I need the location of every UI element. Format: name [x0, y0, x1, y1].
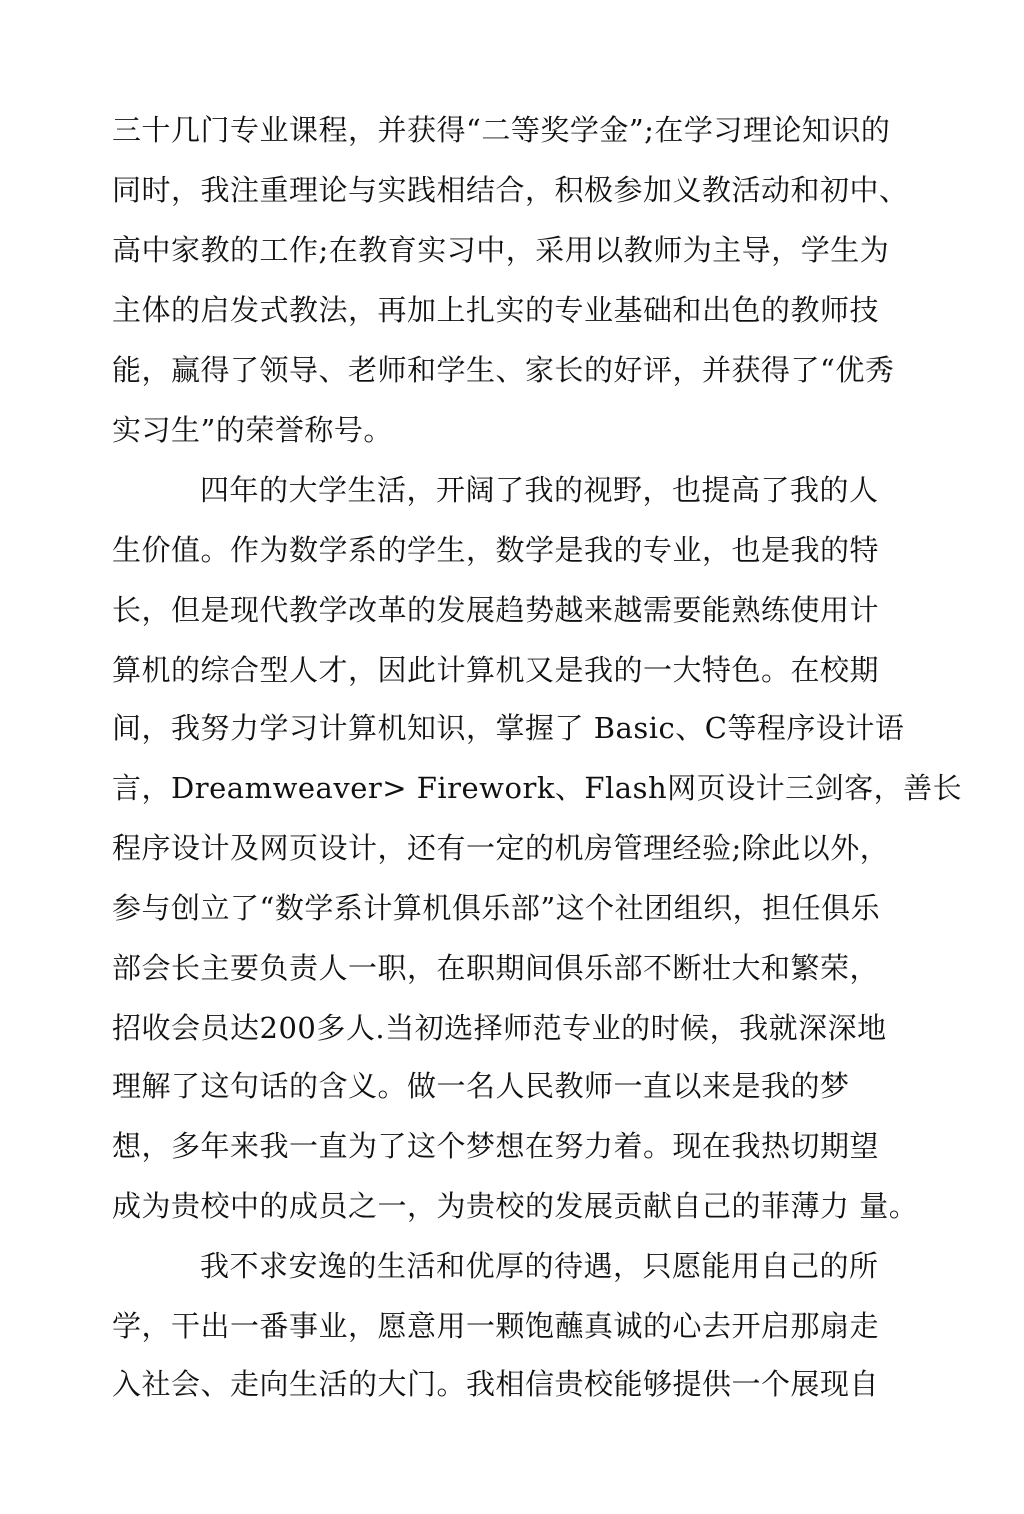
text-line: 参与创立了“数学系计算机俱乐部”这个社团组织，担任俱乐: [112, 891, 881, 925]
text-line: 同时，我注重理论与实践相结合，积极参加义教活动和初中、: [112, 173, 909, 207]
text-line: 算机的综合型人才，因此计算机又是我的一大特色。在校期: [112, 653, 880, 687]
text-line: 间，我努力学习计算机知识，掌握了 Basic、C等程序设计语: [112, 711, 905, 745]
text-line: 学，干出一番事业，愿意用一颗饱蘸真诚的心去开启那扇走: [112, 1309, 880, 1343]
text-line: 三十几门专业课程，并获得“二等奖学金”;在学习理论知识的: [112, 113, 891, 147]
text-line: 实习生”的荣誉称号。: [112, 413, 393, 447]
paragraph-start-line: 我不求安逸的生活和优厚的待遇，只愿能用自己的所: [200, 1249, 879, 1283]
text-line: 高中家教的工作;在教育实习中，采用以教师为主导，学生为: [112, 233, 890, 267]
text-line: 长，但是现代教学改革的发展趋势越来越需要能熟练使用计: [112, 593, 880, 627]
text-line: 入社会、走向生活的大门。我相信贵校能够提供一个展现自: [112, 1367, 880, 1401]
text-line: 成为贵校中的成员之一，为贵校的发展贡献自己的菲薄力 量。: [112, 1189, 919, 1223]
text-line: 生价值。作为数学系的学生，数学是我的专业，也是我的特: [112, 533, 880, 567]
text-line: 理解了这句话的含义。做一名人民教师一直以来是我的梦: [112, 1069, 850, 1103]
text-line: 程序设计及网页设计，还有一定的机房管理经验;除此以外，: [112, 831, 890, 865]
text-line: 部会长主要负责人一职，在职期间俱乐部不断壮大和繁荣，: [112, 951, 880, 985]
text-line: 言，Dreamweaver> Firework、Flash网页设计三剑客，善长: [112, 771, 963, 805]
text-line: 主体的启发式教法，再加上扎实的专业基础和出色的教师技: [112, 293, 880, 327]
text-line: 想，多年来我一直为了这个梦想在努力着。现在我热切期望: [112, 1129, 880, 1163]
paragraph-start-line: 四年的大学生活，开阔了我的视野，也提高了我的人: [200, 473, 879, 507]
text-line: 能，赢得了领导、老师和学生、家长的好评，并获得了“优秀: [112, 353, 895, 387]
text-line: 招收会员达200多人.当初选择师范专业的时候，我就深深地: [112, 1011, 887, 1045]
